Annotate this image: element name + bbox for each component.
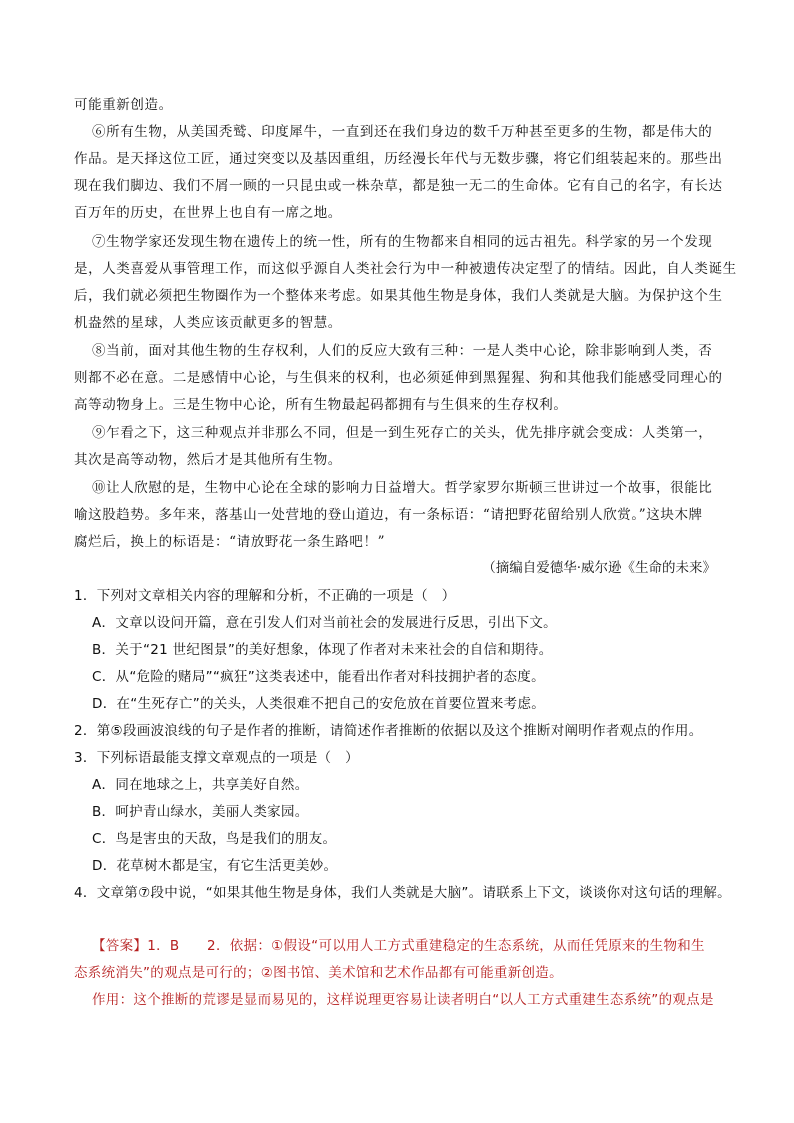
answer-line: 作用：这个推断的荒谬是显而易见的，这样说理更容易让读者明白“以人工方式重建生态系统”的观点是 xyxy=(92,992,714,1008)
question-3-option-b: B．呵护青山绿水，美丽人类家园。 xyxy=(92,804,309,820)
paragraph-9-line: 其次是高等动物，然后才是其他所有生物。 xyxy=(74,452,342,468)
paragraph-8-line: 高等动物身上。三是生物中心论，所有生物最起码都拥有与生俱来的生存权利。 xyxy=(74,397,568,413)
question-1-option-c: C．从“危险的赌局”“疯狂”这类表述中，能看出作者对科技拥护者的态度。 xyxy=(92,669,545,685)
question-1-option-d: D．在“生死存亡”的关头，人类很难不把自己的安危放在首要位置来考虑。 xyxy=(92,696,546,712)
answer-text: 1．B 2．依据：①假设“可以用人工方式重建稳定的生态系统，从而任凭原来的生物和生 xyxy=(147,938,705,954)
paragraph-8-line: ⑧当前，面对其他生物的生存权利，人们的反应大致有三种：一是人类中心论，除非影响到人类，否 xyxy=(92,343,713,359)
question-3-option-d: D．花草树木都是宝，有它生活更美妙。 xyxy=(92,858,338,874)
paragraph-7-line: 机盎然的星球，人类应该贡献更多的智慧。 xyxy=(74,315,342,331)
answer-tag: 【答案】 xyxy=(92,938,148,954)
paragraph-10-line: 喻这股趋势。多年来，落基山一处营地的登山道边，有一条标语：“请把野花留给别人欣赏。”这块木牌 xyxy=(74,507,703,523)
paragraph-6-line: 百万年的历史，在世界上也自有一席之地。 xyxy=(74,205,342,221)
paragraph-9-line: ⑨乍看之下，这三种观点并非那么不同，但是一到生死存亡的关头，优先排序就会变成：人类第一， xyxy=(92,425,713,441)
answer-line xyxy=(92,933,705,960)
paragraph-7-line: 是，人类喜爱从事管理工作，而这似乎源自人类社会行为中一种被遗传决定型了的情结。因此，自人类诞生 xyxy=(74,261,737,277)
paragraph-8-line: 则都不必在意。二是感情中心论，与生俱来的权利，也必须延伸到黑猩猩、狗和其他我们能感受同理心的 xyxy=(74,370,723,386)
paragraph-6-line: 作品。是天择这位工匠，通过突变以及基因重组，历经漫长年代与无数步骤，将它们组装起来的。那些出 xyxy=(74,151,723,167)
passage-line: 可能重新创造。 xyxy=(74,97,173,113)
question-4: 4．文章第⑦段中说，“如果其他生物是身体，我们人类就是大脑”。请联系上下文，谈谈你对这句话的理解。 xyxy=(74,885,731,901)
paragraph-7-line: 后，我们就必须把生物圈作为一个整体来考虑。如果其他生物是身体，我们人类就是大脑。为保护这个生 xyxy=(74,288,723,304)
paragraph-6-line: ⑥所有生物，从美国秃鹫、印度犀牛，一直到还在我们身边的数千万种甚至更多的生物，都是伟大的 xyxy=(92,124,713,140)
source-citation: （摘编自爱德华·威尔逊《生命的未来》 xyxy=(482,560,716,576)
question-3-option-c: C．鸟是害虫的天敌，鸟是我们的朋友。 xyxy=(92,831,337,847)
question-2: 2．第⑤段画波浪线的句子是作者的推断，请简述作者推断的依据以及这个推断对阐明作者观点的作用。 xyxy=(74,723,703,739)
question-3: 3．下列标语最能支撑文章观点的一项是（ ） xyxy=(74,750,359,766)
answer-line: 态系统消失”的观点是可行的；②图书馆、美术馆和艺术作品都有可能重新创造。 xyxy=(74,965,563,981)
question-1-option-b: B．关于“21 世纪图景”的美好想象，体现了作者对未来社会的自信和期待。 xyxy=(92,642,553,658)
paragraph-6-line: 现在我们脚边、我们不屑一顾的一只昆虫或一株杂草，都是独一无二的生命体。它有自己的名字，有长达 xyxy=(74,178,723,194)
question-1-option-a: A．文章以设问开篇，意在引发人们对当前社会的发展进行反思，引出下文。 xyxy=(92,615,557,631)
question-3-option-a: A．同在地球之上，共享美好自然。 xyxy=(92,777,309,793)
paragraph-10-line: ⑩让人欣慰的是，生物中心论在全球的影响力日益增大。哲学家罗尔斯顿三世讲过一个故事，很能比 xyxy=(92,480,713,496)
paragraph-10-line: 腐烂后，换上的标语是：“请放野花一条生路吧！” xyxy=(74,534,386,550)
question-1: 1．下列对文章相关内容的理解和分析，不正确的一项是（ ） xyxy=(74,588,456,604)
paragraph-7-line: ⑦生物学家还发现生物在遗传上的统一性，所有的生物都来自相同的远古祖先。科学家的另一个发现 xyxy=(92,234,713,250)
